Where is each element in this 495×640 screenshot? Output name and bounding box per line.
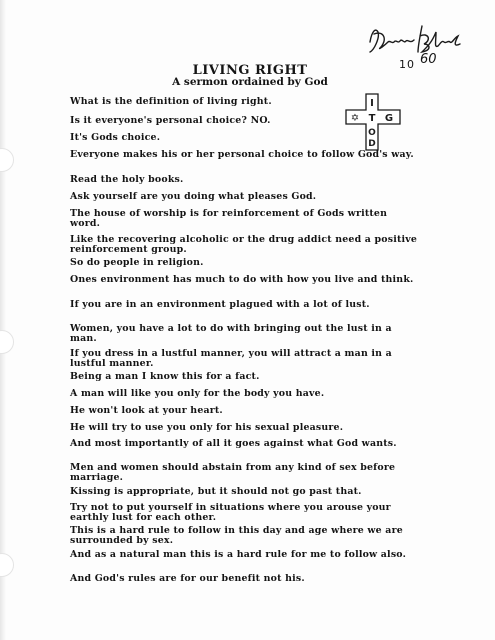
cross-letter-d: D	[368, 139, 376, 149]
sermon-line: The house of worship is for reinforcement of Gods written word.	[70, 208, 388, 229]
punch-hole-middle	[0, 330, 14, 354]
sermon-line: This is a hard rule to follow in this day and age where we are surrounded by sex.	[70, 525, 403, 546]
star-of-david-icon: ✡	[350, 113, 360, 124]
punch-hole-bottom	[0, 553, 14, 577]
sermon-title: LIVING RIGHT	[192, 63, 308, 78]
sermon-line: Try not to put yourself in situations where you arouse your earthly lust for each other.	[70, 502, 391, 523]
sermon-line: Women, you have a lot to do with bringing out the lust in a man.	[70, 323, 392, 344]
handwritten-number: 60	[420, 52, 437, 67]
sermon-line: Everyone makes his or her personal choice to follow God's way.	[70, 149, 414, 160]
sermon-line: A man will like you only for the body you have.	[70, 388, 325, 399]
sermon-line: What is the definition of living right.	[70, 96, 272, 107]
sermon-line: Read the holy books.	[70, 174, 184, 185]
sermon-line: And God's rules are for our benefit not his.	[70, 573, 305, 584]
sermon-line: Ones environment has much to do with how you live and think.	[70, 274, 414, 285]
sermon-line: And as a natural man this is a hard rule for me to follow also.	[70, 549, 407, 560]
sermon-line: So do people in religion.	[70, 257, 204, 268]
sermon-line: Is it everyone's personal choice? NO.	[70, 115, 271, 126]
cross-letter-i: I	[370, 98, 374, 109]
sermon-line: Being a man I know this for a fact.	[70, 371, 260, 382]
sermon-line: Kissing is appropriate, but it should not go past that.	[70, 486, 362, 497]
sermon-line: Ask yourself are you doing what pleases God.	[70, 191, 317, 202]
sermon-subtitle: A sermon ordained by God	[172, 76, 328, 88]
page-number: 10	[399, 58, 415, 71]
handwritten-signature	[366, 22, 466, 64]
cross-letter-o: O	[368, 128, 376, 138]
sermon-line: Like the recovering alcoholic or the drug addict need a positive reinforcement group.	[70, 234, 418, 255]
page-edge-shadow	[0, 0, 6, 640]
cross-letter-g: G	[384, 113, 394, 124]
sermon-line: It's Gods choice.	[70, 132, 161, 143]
sermon-line: If you are in an environment plagued with a lot of lust.	[70, 299, 370, 310]
sermon-line: If you dress in a lustful manner, you will attract a man in a lustful manner.	[70, 348, 392, 369]
sermon-line: He will try to use you only for his sexual pleasure.	[70, 422, 344, 433]
sermon-line: And most importantly of all it goes against what God wants.	[70, 438, 397, 449]
punch-hole-top	[0, 148, 14, 172]
sermon-line: Men and women should abstain from any kind of sex before marriage.	[70, 462, 396, 483]
sermon-line: He won't look at your heart.	[70, 405, 223, 416]
cross-letter-t: T	[368, 113, 376, 124]
